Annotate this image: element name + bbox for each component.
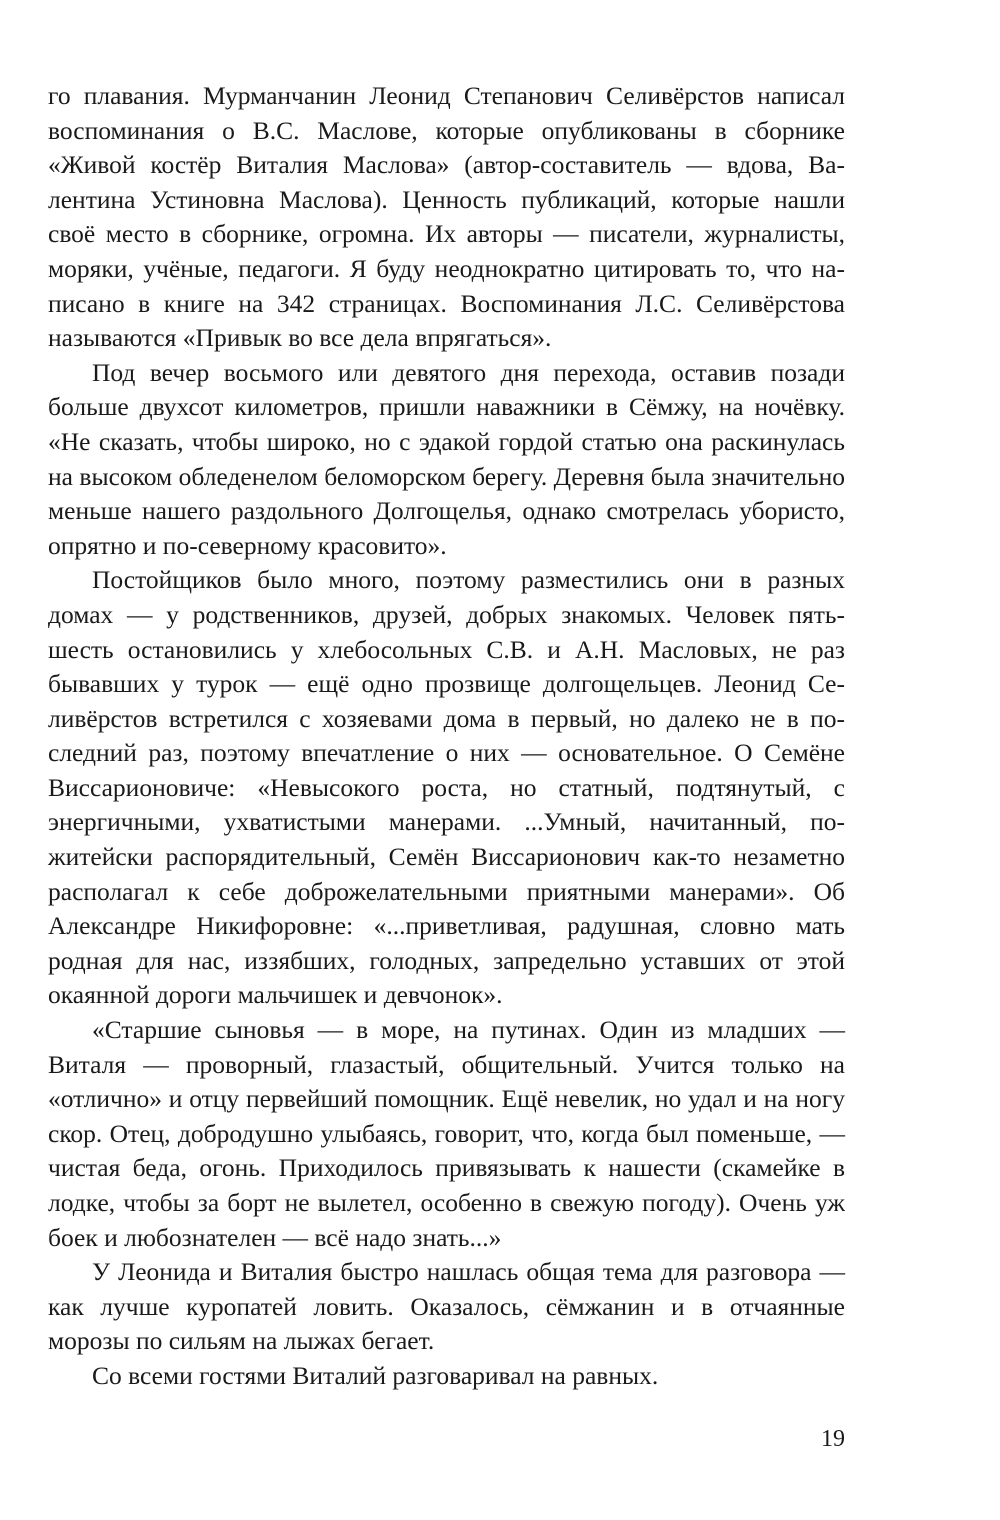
paragraph-3: Постойщиков было много, поэтому разместились они в разных домах — у родственников, друзей, добрых знакомых. Человек пять-шесть остановились у хлебосольных С.В. и А.Н. Масловых, не раз бывавших у турок — ещё одно прозвище долгощельцев. Леонид Селивёрстов встретился с хозяевами дома в первый, но далеко не в последний раз, поэтому впечатление о них — основательное. О Семёне Виссарионовиче: «Невысокого роста, но статный, подтянутый, с энергичными, ухватистыми манерами. ...Умный, начитанный, пожитейски распорядительный, Семён Виссарионович как-то незаметно располагал к себе доброжелательными приятными манерами». Об Александре Никифоровне: «...приветливая, радушная, словно мать родная для нас, иззябших, голодных, запредельно уставших от этой окаянной дороги мальчишек и девчонок». [48,565,845,1010]
paragraph-6: Со всеми гостями Виталий разговаривал на равных. [92,1360,659,1390]
page-number: 19 [821,1426,845,1452]
paragraph-1: го плавания. Мурманчанин Леонид Степанович Селивёрстов написал воспоминания о В.С. Маслове, которые опубликованы в сборнике «Живой костёр Виталия Маслова» (автор-составитель — вдова, Валентина Устиновна Маслова). Ценность публикаций, которые нашли своё место в сборнике, огромна. Их авторы — писатели, журналисты, моряки, учёные, педагоги. Я буду неоднократно цитировать то, что написано в книге на 342 страницах. Воспоминания Л.С. Селивёрстова называются «Привык во все дела впрягаться». [48,81,845,353]
paragraph-5: У Леонида и Виталия быстро нашлась общая тема для разговора — как лучше куропатей ловить. Оказалось, сёмжанин и в отчаянные морозы по сильям на лыжах бегает. [48,1257,845,1356]
body-text [48,79,845,1394]
paragraph-2: Под вечер восьмого или девятого дня перехода, оставив позади больше двухсот километров, пришли наважники в Сёмжу, на ночёвку. «Не сказать, чтобы широко, но с эдакой гордой статью она раскинулась на высоком обледенелом беломорском берегу. Деревня была значительно меньше нашего раздольного Долгощелья, однако смотрелась убористо, опрятно и по-северному красовито». [48,357,845,560]
paragraph-4: «Старшие сыновья — в море, на путинах. Один из младших — Виталя — проворный, глазастый, общительный. Учится только на «отлично» и отцу первейший помощник. Ещё невелик, но удал и на ногу скор. Отец, добродушно улыбаясь, говорит, что, когда был поменьше, — чистая беда, огонь. Приходилось привязывать к нашести (скамейке в лодке, чтобы за борт не вылетел, особенно в свежую погоду). Очень уж боек и любознателен — всё надо знать...» [48,1015,845,1252]
